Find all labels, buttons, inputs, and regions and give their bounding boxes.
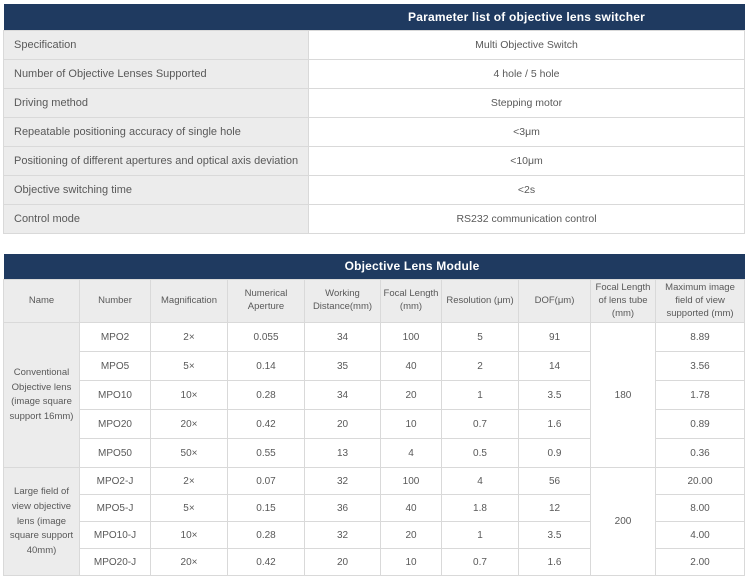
- max-image-field-cell: 8.89: [656, 323, 745, 352]
- max-image-field-cell: 2.00: [656, 549, 745, 576]
- resolution-cell: 2: [442, 352, 519, 381]
- parameter-value-cell: <2s: [309, 175, 745, 204]
- dof-cell: 14: [519, 352, 591, 381]
- lens-tube-focal-length-cell: 200: [591, 468, 656, 576]
- parameter-value-cell: <10μm: [309, 146, 745, 175]
- column-header-dof: DOF(μm): [519, 280, 591, 323]
- table-row: [4, 59, 745, 88]
- lens-number-cell: MPO20-J: [80, 549, 151, 576]
- resolution-cell: 1.8: [442, 495, 519, 522]
- table-row: [4, 30, 745, 59]
- column-header-resolution: Resolution (μm): [442, 280, 519, 323]
- parameter-value-cell: <3μm: [309, 117, 745, 146]
- max-image-field-cell: 4.00: [656, 522, 745, 549]
- magnification-cell: 50×: [151, 439, 228, 468]
- numerical-aperture-cell: 0.42: [228, 410, 305, 439]
- working-distance-cell: 32: [305, 522, 381, 549]
- lens-table-title-row: [4, 254, 745, 280]
- objective-lens-table: [3, 254, 745, 577]
- lens-group-name-cell: Large field of view objective lens (image square support 40mm): [4, 468, 80, 576]
- column-header-lens-tube-focal-length: Focal Length of lens tube (mm): [591, 280, 656, 323]
- focal-length-cell: 10: [381, 410, 442, 439]
- numerical-aperture-cell: 0.28: [228, 381, 305, 410]
- magnification-cell: 5×: [151, 352, 228, 381]
- numerical-aperture-cell: 0.07: [228, 468, 305, 495]
- dof-cell: 0.9: [519, 439, 591, 468]
- parameter-value-cell: 4 hole / 5 hole: [309, 59, 745, 88]
- magnification-cell: 10×: [151, 381, 228, 410]
- magnification-cell: 2×: [151, 323, 228, 352]
- dof-cell: 56: [519, 468, 591, 495]
- working-distance-cell: 20: [305, 410, 381, 439]
- lens-number-cell: MPO2: [80, 323, 151, 352]
- column-header-magnification: Magnification: [151, 280, 228, 323]
- lens-table-title: Objective Lens Module: [80, 254, 745, 280]
- column-header-focal-length: Focal Length (mm): [381, 280, 442, 323]
- resolution-cell: 4: [442, 468, 519, 495]
- max-image-field-cell: 20.00: [656, 468, 745, 495]
- dof-cell: 1.6: [519, 410, 591, 439]
- resolution-cell: 0.7: [442, 410, 519, 439]
- table-row: [4, 323, 745, 352]
- max-image-field-cell: 0.36: [656, 439, 745, 468]
- working-distance-cell: 36: [305, 495, 381, 522]
- parameter-value-cell: Stepping motor: [309, 88, 745, 117]
- resolution-cell: 1: [442, 522, 519, 549]
- working-distance-cell: 34: [305, 323, 381, 352]
- resolution-cell: 0.7: [442, 549, 519, 576]
- numerical-aperture-cell: 0.055: [228, 323, 305, 352]
- dof-cell: 12: [519, 495, 591, 522]
- working-distance-cell: 32: [305, 468, 381, 495]
- table-row: [4, 117, 745, 146]
- focal-length-cell: 4: [381, 439, 442, 468]
- dof-cell: 1.6: [519, 549, 591, 576]
- column-header-working-distance: Working Distance(mm): [305, 280, 381, 323]
- column-header-numerical-aperture: Numerical Aperture: [228, 280, 305, 323]
- resolution-cell: 5: [442, 323, 519, 352]
- lens-number-cell: MPO10-J: [80, 522, 151, 549]
- table-row: [4, 88, 745, 117]
- magnification-cell: 2×: [151, 468, 228, 495]
- parameter-label-cell: Control mode: [4, 204, 309, 233]
- working-distance-cell: 20: [305, 549, 381, 576]
- max-image-field-cell: 3.56: [656, 352, 745, 381]
- parameter-label-cell: Number of Objective Lenses Supported: [4, 59, 309, 88]
- parameter-label-cell: Repeatable positioning accuracy of single hole: [4, 117, 309, 146]
- lens-number-cell: MPO50: [80, 439, 151, 468]
- resolution-cell: 0.5: [442, 439, 519, 468]
- parameter-label-cell: Objective switching time: [4, 175, 309, 204]
- magnification-cell: 20×: [151, 410, 228, 439]
- focal-length-cell: 100: [381, 323, 442, 352]
- lens-group-name-cell: Conventional Objective lens (image square support 16mm): [4, 323, 80, 468]
- max-image-field-cell: 1.78: [656, 381, 745, 410]
- magnification-cell: 10×: [151, 522, 228, 549]
- parameter-value-cell: Multi Objective Switch: [309, 30, 745, 59]
- parameter-value-cell: RS232 communication control: [309, 204, 745, 233]
- max-image-field-cell: 8.00: [656, 495, 745, 522]
- lens-number-cell: MPO10: [80, 381, 151, 410]
- table-row: [4, 468, 745, 495]
- column-header-max-image-field: Maximum image field of view supported (mm): [656, 280, 745, 323]
- parameter-label-cell: Specification: [4, 30, 309, 59]
- table-row: [4, 175, 745, 204]
- working-distance-cell: 13: [305, 439, 381, 468]
- column-header-name: Name: [4, 280, 80, 323]
- numerical-aperture-cell: 0.42: [228, 549, 305, 576]
- numerical-aperture-cell: 0.14: [228, 352, 305, 381]
- column-header-number: Number: [80, 280, 151, 323]
- working-distance-cell: 35: [305, 352, 381, 381]
- focal-length-cell: 10: [381, 549, 442, 576]
- working-distance-cell: 34: [305, 381, 381, 410]
- resolution-cell: 1: [442, 381, 519, 410]
- numerical-aperture-cell: 0.55: [228, 439, 305, 468]
- parameter-label-cell: Driving method: [4, 88, 309, 117]
- dof-cell: 3.5: [519, 381, 591, 410]
- focal-length-cell: 40: [381, 495, 442, 522]
- parameter-table-header-row: [4, 4, 745, 30]
- lens-table-column-header-row: [4, 280, 745, 323]
- focal-length-cell: 20: [381, 381, 442, 410]
- magnification-cell: 20×: [151, 549, 228, 576]
- numerical-aperture-cell: 0.28: [228, 522, 305, 549]
- lens-number-cell: MPO5-J: [80, 495, 151, 522]
- lens-number-cell: MPO20: [80, 410, 151, 439]
- parameter-table-title: Parameter list of objective lens switcher: [309, 4, 745, 30]
- lens-tube-focal-length-cell: 180: [591, 323, 656, 468]
- lens-number-cell: MPO2-J: [80, 468, 151, 495]
- table-row: [4, 204, 745, 233]
- lens-table-title-spacer: [4, 254, 80, 280]
- focal-length-cell: 100: [381, 468, 442, 495]
- parameter-table: [3, 4, 745, 234]
- table-row: [4, 146, 745, 175]
- magnification-cell: 5×: [151, 495, 228, 522]
- lens-number-cell: MPO5: [80, 352, 151, 381]
- max-image-field-cell: 0.89: [656, 410, 745, 439]
- focal-length-cell: 40: [381, 352, 442, 381]
- parameter-table-header-spacer: [4, 4, 309, 30]
- dof-cell: 91: [519, 323, 591, 352]
- numerical-aperture-cell: 0.15: [228, 495, 305, 522]
- focal-length-cell: 20: [381, 522, 442, 549]
- dof-cell: 3.5: [519, 522, 591, 549]
- parameter-label-cell: Positioning of different apertures and optical axis deviation: [4, 146, 309, 175]
